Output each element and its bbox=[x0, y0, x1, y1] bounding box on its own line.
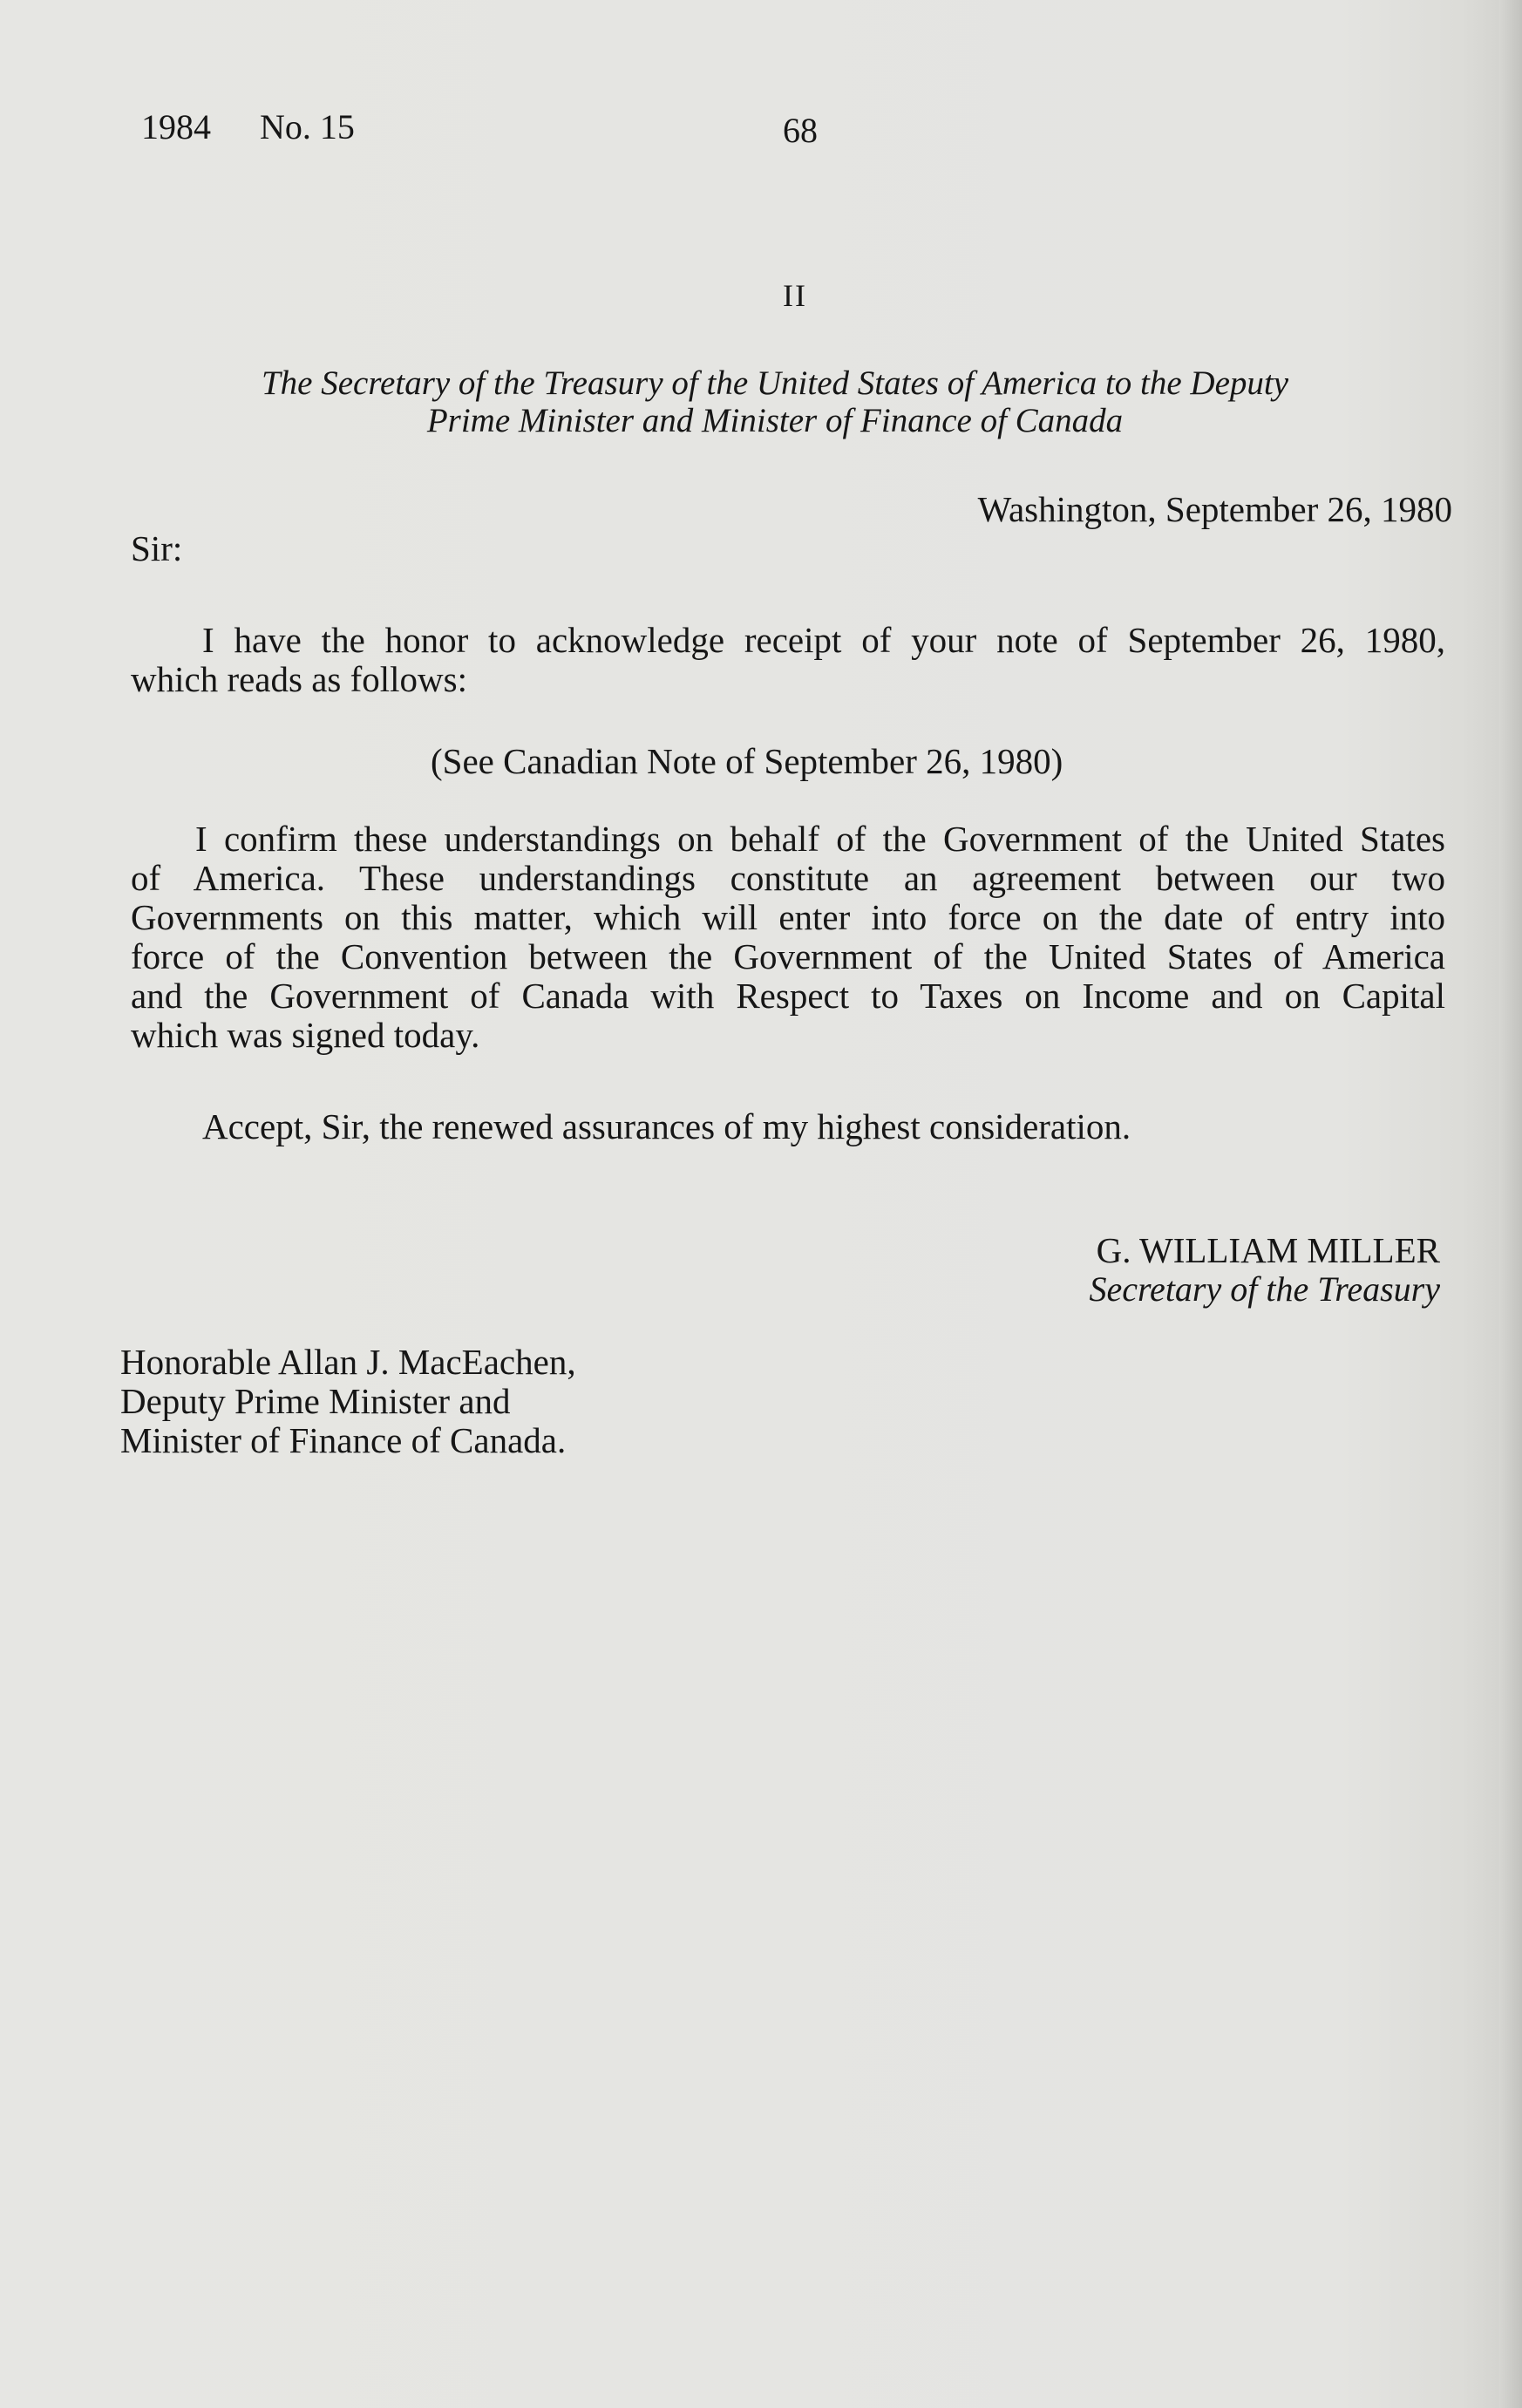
closing-paragraph: Accept, Sir, the renewed assurances of my highest consideration. bbox=[202, 1106, 1131, 1146]
paragraph-confirmation bbox=[131, 820, 1445, 1055]
paragraph-line: I have the honor to acknowledge receipt of your note of September 26, 1980, bbox=[202, 620, 1445, 660]
letter-title-line-1: The Secretary of the Treasury of the United States of America to the Deputy bbox=[261, 364, 1289, 402]
header-number: No. 15 bbox=[260, 107, 355, 146]
paragraph-line: which reads as follows: bbox=[131, 659, 467, 699]
header-year: 1984 bbox=[141, 107, 211, 146]
paragraph-line: I confirm these understandings on behalf of the Government of the United States bbox=[195, 819, 1445, 859]
addressee-line: Minister of Finance of Canada. bbox=[120, 1420, 567, 1460]
paragraph-line: of America. These understandings constitute an agreement between our two bbox=[131, 858, 1445, 898]
signature-name: G. WILLIAM MILLER bbox=[1096, 1230, 1440, 1270]
section-number: II bbox=[783, 278, 807, 313]
place-date: Washington, September 26, 1980 bbox=[977, 489, 1452, 529]
addressee-line: Honorable Allan J. MacEachen, bbox=[120, 1342, 576, 1382]
signature-title: Secretary of the Treasury bbox=[1089, 1269, 1440, 1309]
paragraph-line: Governments on this matter, which will enter into force on the date of entry into bbox=[131, 897, 1445, 937]
letter-title-line-2: Prime Minister and Minister of Finance of Canada bbox=[426, 402, 1124, 439]
page-edge-shadow bbox=[1499, 0, 1522, 2408]
paragraph-line: which was signed today. bbox=[131, 1015, 480, 1055]
addressee-block bbox=[120, 1343, 576, 1460]
paragraph-line: and the Government of Canada with Respect to Taxes on Income and on Capital bbox=[131, 976, 1445, 1016]
page-number: 68 bbox=[783, 111, 818, 150]
addressee-line: Deputy Prime Minister and bbox=[120, 1381, 511, 1421]
paragraph-acknowledgement bbox=[131, 621, 1445, 699]
salutation: Sir: bbox=[131, 528, 183, 568]
paragraph-line: force of the Convention between the Government of the United States of America bbox=[131, 936, 1445, 976]
reference-note: (See Canadian Note of September 26, 1980) bbox=[431, 741, 1063, 781]
